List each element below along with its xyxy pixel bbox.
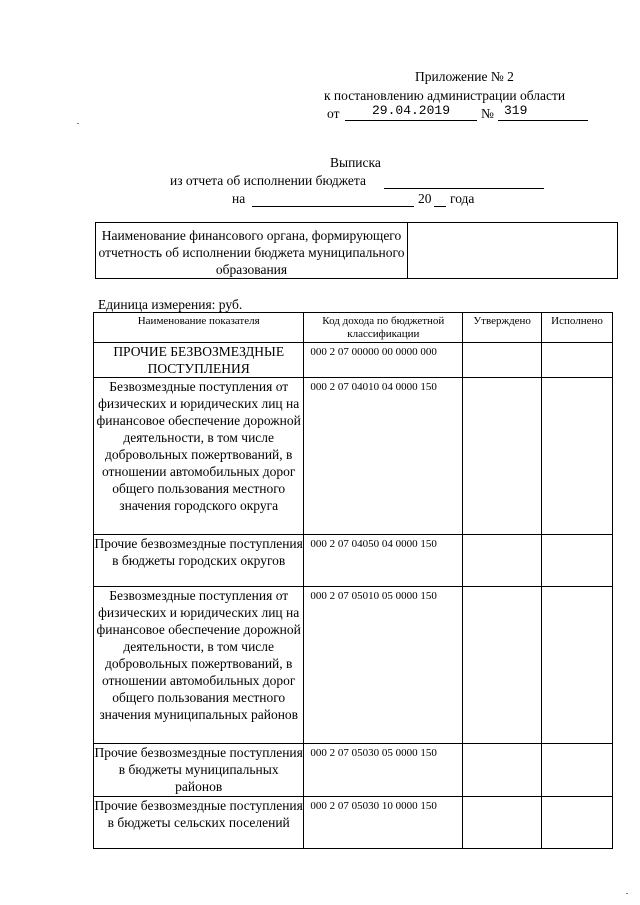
on-label: на (232, 191, 246, 206)
table-row (94, 535, 613, 587)
report-budget-field (384, 172, 544, 189)
scan-mark (626, 893, 628, 894)
date-field (345, 104, 477, 121)
table-row (94, 797, 613, 849)
row-approved (463, 587, 542, 744)
financial-organ-value (408, 223, 618, 279)
appendix-number: Приложение № 2 (415, 69, 514, 84)
extract-title: Выписка (330, 155, 381, 170)
row-code: 000 2 07 05030 10 0000 150 (304, 797, 463, 849)
scan-mark (77, 123, 79, 124)
row-approved (463, 343, 542, 378)
row-name: Безвозмездные поступления от физических и юридических лиц на финансовое обеспечение дорожной деятельности, в том числе добровольных пожертвований, в отношении автомобильных дорог общего пользования местного значения городского округа (94, 378, 304, 535)
row-name: Прочие безвозмездные поступления в бюджеты муниципальных районов (94, 744, 304, 797)
financial-organ-label: Наименование финансового органа, формирующего отчетность об исполнении бюджета муниципального образования (96, 223, 408, 279)
table-row (94, 744, 613, 797)
number-label: № (481, 106, 494, 121)
row-name: Прочие безвозмездные поступления в бюджеты городских округов (94, 535, 304, 587)
report-label: из отчета об исполнении бюджета (170, 173, 366, 188)
column-header-code: Код дохода по бюджетной классификации (304, 313, 463, 343)
row-executed (542, 797, 613, 849)
column-header-approved: Утверждено (463, 313, 542, 343)
row-executed (542, 378, 613, 535)
row-code: 000 2 07 04050 04 0000 150 (304, 535, 463, 587)
report-date-field (252, 190, 414, 207)
year-prefix: 20 (418, 191, 432, 206)
row-code: 000 2 07 04010 04 0000 150 (304, 378, 463, 535)
decree-date: 29.04.2019 (371, 103, 450, 118)
row-name: Прочие безвозмездные поступления в бюджеты сельских поселений (94, 797, 304, 849)
row-name: Безвозмездные поступления от физических и юридических лиц на финансовое обеспечение дорожной деятельности, в том числе добровольных пожертвований, в отношении автомобильных дорог общего пользования местного значения муниципальных районов (94, 587, 304, 744)
row-executed (542, 744, 613, 797)
row-approved (463, 797, 542, 849)
row-executed (542, 535, 613, 587)
from-label: от (327, 106, 340, 121)
row-code: 000 2 07 05010 05 0000 150 (304, 587, 463, 744)
revenue-table (93, 312, 613, 849)
row-executed (542, 587, 613, 744)
year-field (434, 190, 446, 207)
unit-of-measure: Единица измерения: руб. (98, 297, 243, 312)
row-executed (542, 343, 613, 378)
number-field (498, 104, 588, 121)
row-code: 000 2 07 00000 00 0000 000 (304, 343, 463, 378)
column-header-executed: Исполнено (542, 313, 613, 343)
row-approved (463, 378, 542, 535)
decree-reference: к постановлению администрации области (324, 88, 566, 103)
row-name: ПРОЧИЕ БЕЗВОЗМЕЗДНЫЕ ПОСТУПЛЕНИЯ (94, 343, 304, 378)
financial-organ-table (95, 222, 618, 279)
row-approved (463, 535, 542, 587)
year-label: года (450, 191, 475, 206)
row-code: 000 2 07 05030 05 0000 150 (304, 744, 463, 797)
table-row (94, 587, 613, 744)
decree-number: 319 (504, 103, 528, 118)
table-row (94, 343, 613, 378)
table-row (94, 378, 613, 535)
table-header-row (94, 313, 613, 343)
row-approved (463, 744, 542, 797)
column-header-name: Наименование показателя (94, 313, 304, 343)
